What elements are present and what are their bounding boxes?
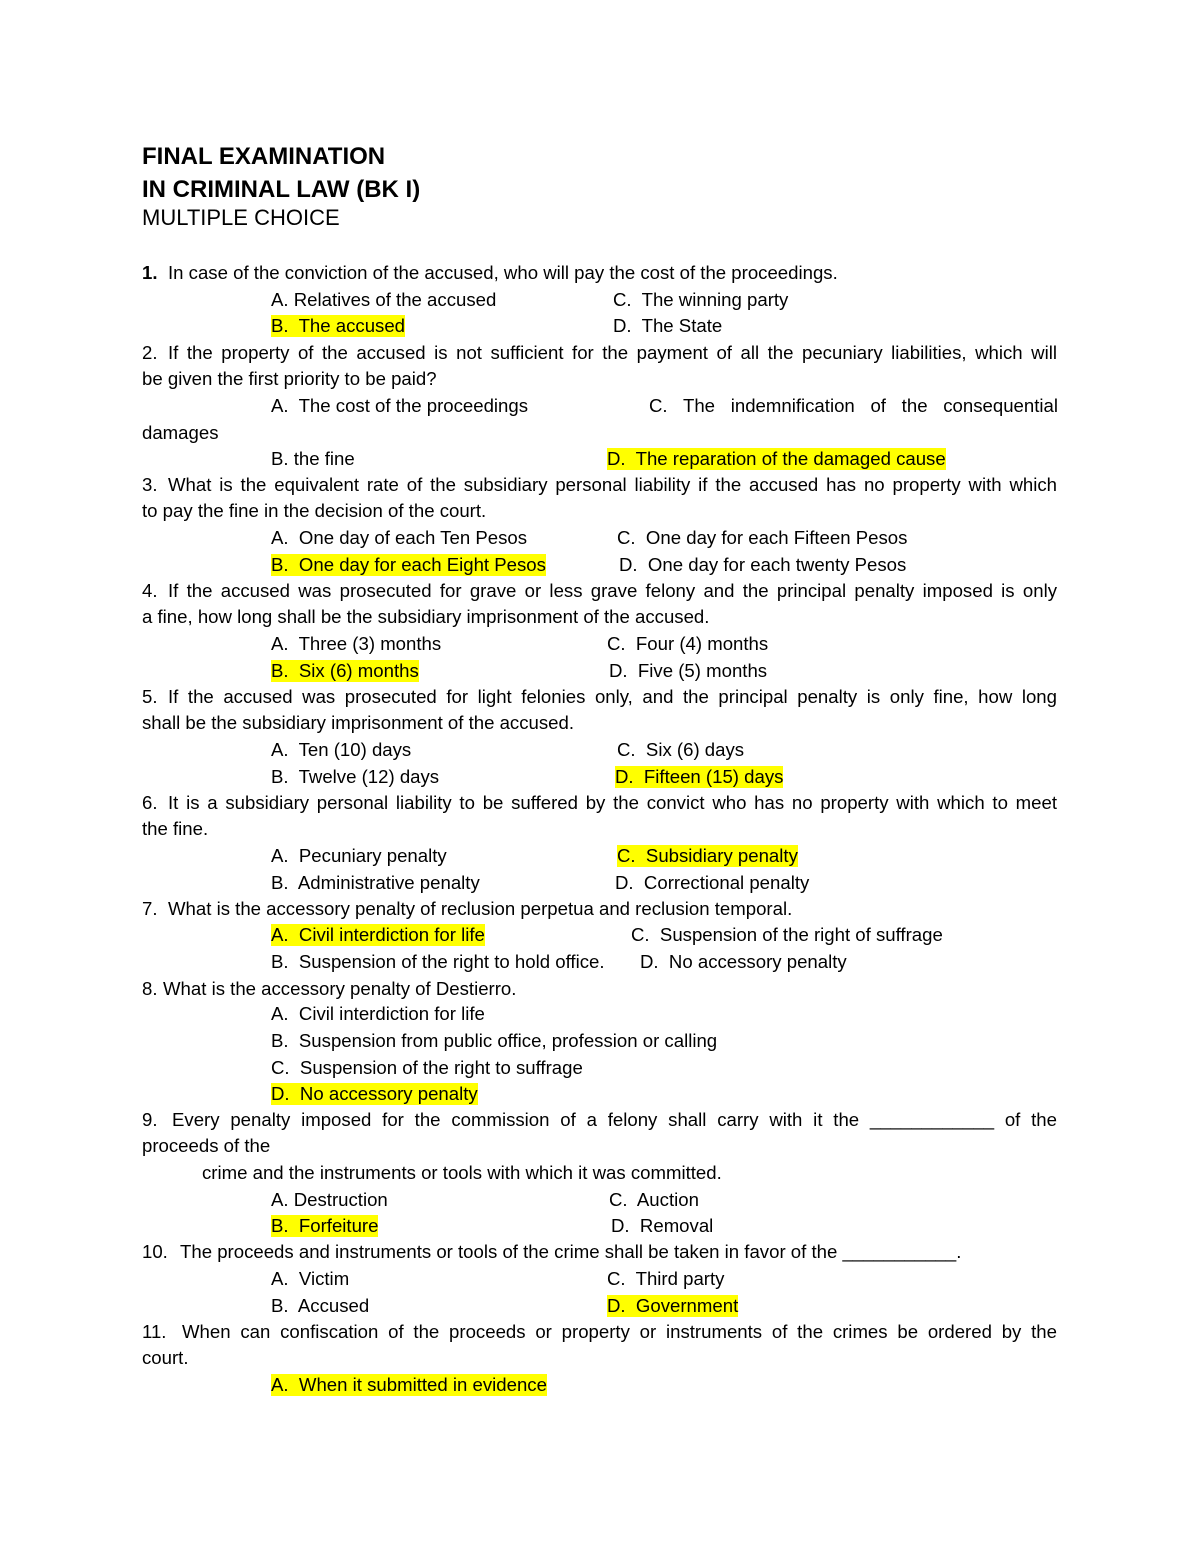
question-stem: What is the equivalent rate of the subsidiary personal liability if the accused has no property with which	[168, 474, 1057, 495]
choice-b-answer: B. One day for each Eight Pesos	[271, 554, 546, 575]
choice-d-answer: D. No accessory penalty	[271, 1083, 478, 1104]
choice-a: A. One day of each Ten Pesos	[271, 527, 527, 548]
question-stem-cont: be given the first priority to be paid?	[142, 368, 437, 389]
choice-d: D. One day for each twenty Pesos	[619, 554, 907, 575]
choice-c: C. Auction	[609, 1189, 699, 1210]
choice-a: A. Destruction	[271, 1189, 388, 1210]
choice-a: A. Ten (10) days	[271, 739, 412, 760]
question-stem-cont-2: crime and the instruments or tools with which it was committed.	[202, 1162, 722, 1183]
choice-c: C. Third party	[607, 1268, 725, 1289]
question-number: 8.	[142, 978, 158, 999]
choice-c: C. The indemnification of the consequential	[649, 395, 1058, 416]
choice-b: B. Administrative penalty	[271, 872, 480, 893]
choice-d: D. Five (5) months	[609, 660, 768, 681]
choice-a: A. Civil interdiction for life	[271, 1003, 485, 1024]
question-number: 4.	[142, 580, 158, 601]
choice-d: D. The State	[613, 315, 723, 336]
choice-a-answer: A. When it submitted in evidence	[271, 1374, 547, 1395]
question-number: 7.	[142, 898, 158, 919]
choice-b-answer: B. Six (6) months	[271, 660, 419, 681]
question-stem: What is the accessory penalty of Destierro.	[163, 978, 517, 999]
question-number: 3.	[142, 474, 158, 495]
choice-c: C. Suspension of the right to suffrage	[271, 1057, 583, 1078]
question-stem-cont: the fine.	[142, 818, 209, 839]
question-number: 9.	[142, 1109, 158, 1130]
choice-d: D. Removal	[611, 1215, 714, 1236]
choice-c-answer: C. Subsidiary penalty	[617, 845, 798, 866]
title-line-2: IN CRIMINAL LAW (BK I)	[142, 176, 421, 203]
question-stem: What is the accessory penalty of reclusion perpetua and reclusion temporal.	[168, 898, 793, 919]
choice-c: C. Suspension of the right of suffrage	[631, 924, 943, 945]
choice-c: C. One day for each Fifteen Pesos	[617, 527, 908, 548]
choice-d-answer: D. The reparation of the damaged cause	[607, 448, 946, 469]
choice-b-answer: B. The accused	[271, 315, 406, 336]
question-number: 1.	[142, 262, 158, 283]
choice-b: B. Suspension of the right to hold office.	[271, 951, 605, 972]
choice-a: A. Three (3) months	[271, 633, 442, 654]
question-number: 2.	[142, 342, 158, 363]
title-line-1: FINAL EXAMINATION	[142, 143, 386, 170]
choice-a: A. Victim	[271, 1268, 350, 1289]
choice-a-answer: A. Civil interdiction for life	[271, 924, 485, 945]
choice-a: A. The cost of the proceedings	[271, 395, 529, 416]
question-number: 6.	[142, 792, 158, 813]
question-stem: Every penalty imposed for the commission of a felony shall carry with it the ____________ of the	[172, 1109, 1057, 1130]
choice-b: B. the fine	[271, 448, 355, 469]
choice-d-answer: D. Fifteen (15) days	[615, 766, 784, 787]
question-stem-cont: a fine, how long shall be the subsidiary imprisonment of the accused.	[142, 606, 710, 627]
choice-b-answer: B. Forfeiture	[271, 1215, 379, 1236]
choice-d: D. No accessory penalty	[640, 951, 847, 972]
choice-c-cont: damages	[142, 422, 219, 443]
choice-b: B. Twelve (12) days	[271, 766, 440, 787]
question-stem-cont: court.	[142, 1347, 189, 1368]
question-stem: If the accused was prosecuted for grave or less grave felony and the principal penalty imposed is only	[168, 580, 1057, 601]
question-stem: If the accused was prosecuted for light felonies only, and the principal penalty is only fine, how long	[168, 686, 1057, 707]
choice-c: C. Six (6) days	[617, 739, 745, 760]
choice-c: C. The winning party	[613, 289, 789, 310]
question-stem: The proceeds and instruments or tools of the crime shall be taken in favor of the ___________.	[180, 1241, 962, 1262]
question-stem: If the property of the accused is not sufficient for the payment of all the pecuniary liabilities, which will	[168, 342, 1057, 363]
question-number: 5.	[142, 686, 158, 707]
subtitle: MULTIPLE CHOICE	[142, 205, 340, 230]
choice-a: A. Pecuniary penalty	[271, 845, 447, 866]
choice-d-answer: D. Government	[607, 1295, 739, 1316]
question-stem-cont: shall be the subsidiary imprisonment of the accused.	[142, 712, 575, 733]
choice-a: A. Relatives of the accused	[271, 289, 497, 310]
choice-d: D. Correctional penalty	[615, 872, 810, 893]
question-stem-cont: to pay the fine in the decision of the court.	[142, 500, 487, 521]
question-stem: When can confiscation of the proceeds or property or instruments of the crimes be ordered by the	[182, 1321, 1057, 1342]
choice-c: C. Four (4) months	[607, 633, 769, 654]
choice-b: B. Suspension from public office, profession or calling	[271, 1030, 718, 1051]
question-number: 11.	[142, 1321, 167, 1342]
question-number: 10.	[142, 1241, 168, 1262]
question-stem: It is a subsidiary personal liability to be suffered by the convict who has no property with which to meet	[168, 792, 1057, 813]
question-stem: In case of the conviction of the accused, who will pay the cost of the proceedings.	[168, 262, 838, 283]
choice-b: B. Accused	[271, 1295, 370, 1316]
question-stem-cont: proceeds of the	[142, 1135, 271, 1156]
